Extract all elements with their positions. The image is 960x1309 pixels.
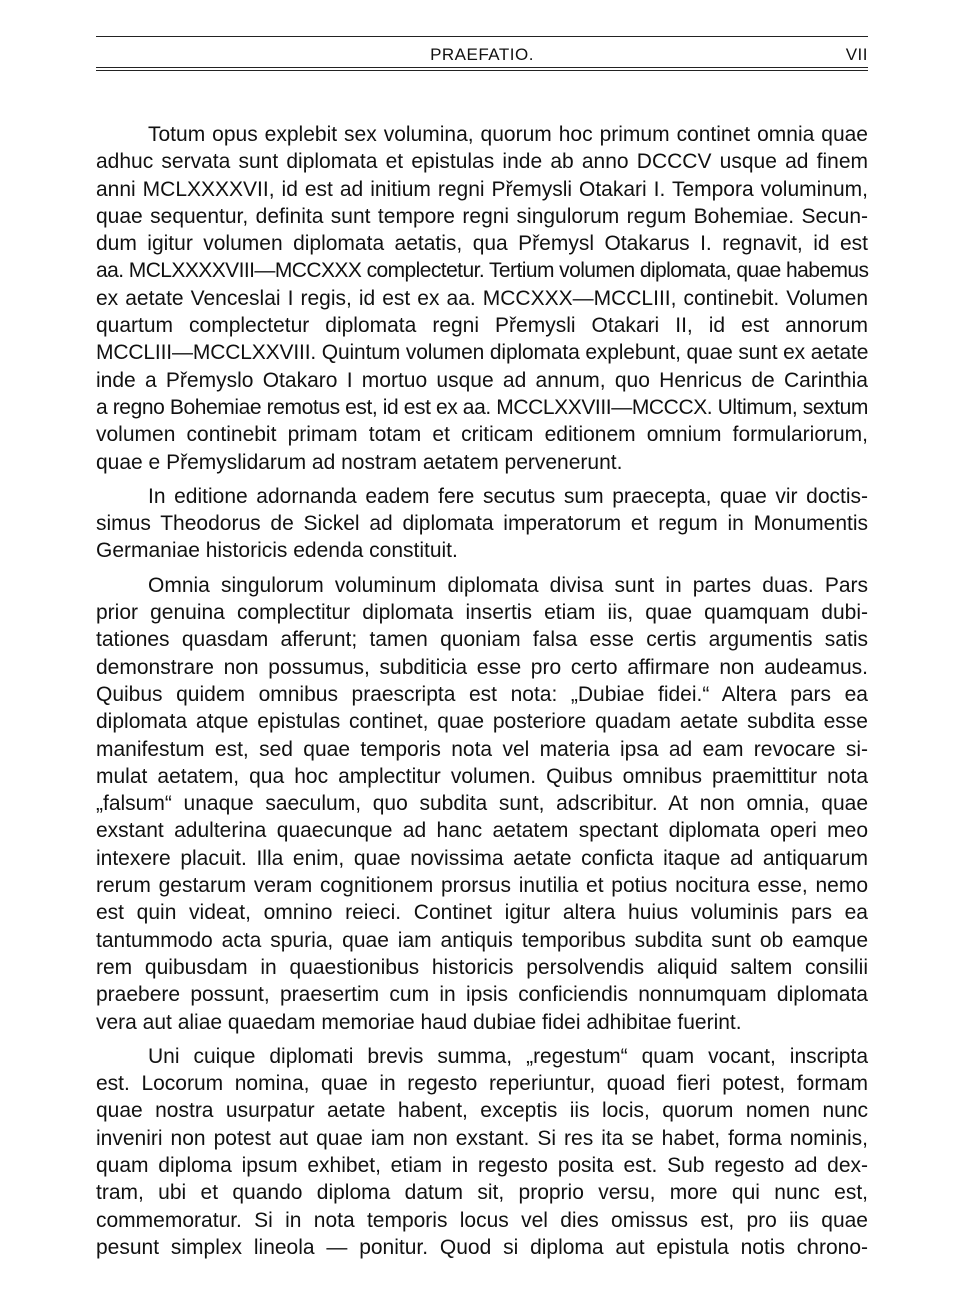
text-line: pesunt simplex lineola — ponitur. Quod si diploma aut epistula notis chrono- [96, 1235, 868, 1259]
text-line: quartum complectetur diplomata regni Přemysli Otakari II, id est annorum [96, 314, 868, 338]
text-line: tationes quasdam afferunt; tamen quoniam falsa esse certis argumentis satis [96, 628, 868, 652]
text-line: manifestum est, sed quae temporis nota vel materia ipsa ad eam revocare si- [96, 737, 868, 761]
text-line: rerum gestarum veram cognitionem prorsus inutilia et potius nocitura esse, nemo [96, 874, 868, 898]
text-line: a regno Bohemiae remotus est, id est ex aa. MCCLXXVIII—MCCCX. Ultimum, sextum [96, 395, 868, 419]
text-line: tram, ubi et quando diploma datum sit, proprio versu, more qui nunc est, [96, 1181, 868, 1205]
text-line: exstant adulterina quaecunque ad hanc aetatem spectant diplomata operi meo [96, 819, 868, 843]
text-line: inde a Přemyslo Otakaro I mortuo usque ad annum, quo Henricus de Carinthia [96, 368, 868, 392]
header-double-rule [96, 67, 868, 71]
text-line: MCCLIII—MCCLXXVIII. Quintum volumen diplomata explebunt, quae sunt ex aetate [96, 341, 869, 365]
text-line: anni MCLXXXXVII, id est ad initium regni Přemysli Otakari I. Tempora voluminum, [96, 177, 868, 201]
text-line: dum igitur volumen diplomata aetatis, qua Přemysl Otakarus I. regnavit, id est [96, 232, 868, 256]
text-line: Quibus quidem omnibus praescripta est nota: „Dubiae fidei.“ Altera pars ea [96, 682, 868, 706]
paragraph [96, 572, 868, 1036]
text-line: demonstrare non possumus, subditicia esse pro certo affirmare non audeamus. [96, 655, 868, 679]
running-title: PRAEFATIO. [430, 45, 534, 64]
text-line: vera aut aliae quaedam memoriae haud dubiae fidei adhibitae fuerint. [96, 1010, 742, 1034]
text-line: aa. MCLXXXXVIII—MCCXXX complectetur. Tertium volumen diplomata, quae habemus [96, 259, 869, 283]
text-line: quae sequentur, definita sunt tempore regni singulorum regum Bohemiae. Secun- [96, 204, 868, 228]
text-line: inveniri non potest aut quae iam non exstant. Si res ita se habet, forma nominis, [96, 1126, 868, 1150]
page-number: VII [845, 45, 868, 64]
book-page [96, 36, 868, 1268]
text-line: Totum opus explebit sex volumina, quorum hoc primum continet omnia quae [148, 123, 868, 146]
text-line: simus Theodorus de Sickel ad diplomata imperatorum et regum in Monumentis [96, 512, 868, 536]
text-line: praebere possunt, praesertim cum in ipsis conficiendis nonnumquam diplomata [96, 983, 868, 1007]
body-text [96, 121, 868, 1261]
text-line: quae nostra usurpatur aetate habent, exceptis iis locis, quorum nomen nunc [96, 1099, 868, 1123]
text-line: intexere placuit. Illa enim, quae novissima aetate conficta itaque ad antiquarum [96, 846, 868, 870]
text-line: ex aetate Venceslai I regis, id est ex aa. MCCXXX—MCCLIII, continebit. Volumen [96, 286, 868, 310]
text-line: prior genuina complectitur diplomata insertis etiam iis, quae quamquam dubi- [96, 601, 868, 625]
text-line: rem quibusdam in quaestionibus historicis persolvendis aliquid saltem consilii [96, 955, 868, 979]
running-header [96, 37, 868, 67]
paragraph [96, 483, 868, 565]
text-line: est. Locorum nomina, quae in regesto reperiuntur, quoad fieri potest, formam [96, 1072, 868, 1096]
paragraph [96, 1043, 868, 1261]
text-line: quae e Přemyslidarum ad nostram aetatem pervenerunt. [96, 450, 623, 474]
text-line: volumen continebit primam totam et criticam editionem omnium formulariorum, [96, 423, 868, 447]
text-line: „falsum“ unaque saeculum, quo subdita sunt, adscribitur. At non omnia, quae [96, 792, 868, 816]
text-line: diplomata atque epistulas continet, quae posteriore quadam aetate subdita esse [96, 710, 868, 734]
text-line: commemoratur. Si in nota temporis locus vel dies omissus est, pro iis quae [96, 1208, 868, 1232]
text-line: In editione adornanda eadem fere secutus sum praecepta, quae vir doctis- [148, 484, 868, 508]
paragraph [96, 121, 868, 476]
text-line: Omnia singulorum voluminum diplomata divisa sunt in partes duas. Pars [148, 573, 868, 597]
text-line: quam diploma ipsum exhibet, etiam in regesto posita est. Sub regesto ad dex- [96, 1153, 868, 1177]
text-line: tantummodo acta spuria, quae iam antiquis temporibus subdita sunt ob eamque [96, 928, 868, 952]
text-line: adhuc servata sunt diplomata et epistulas inde ab anno DCCCV usque ad finem [96, 150, 868, 174]
text-line: est quin videat, omnino reieci. Continet igitur altera huius voluminis pars ea [96, 901, 868, 925]
text-line: mulat aetatem, qua hoc amplectitur volumen. Quibus omnibus praemittitur nota [96, 764, 868, 788]
text-line: Uni cuique diplomati brevis summa, „regestum“ quam vocant, inscripta [148, 1044, 868, 1068]
text-line: Germaniae historicis edenda constituit. [96, 539, 458, 563]
